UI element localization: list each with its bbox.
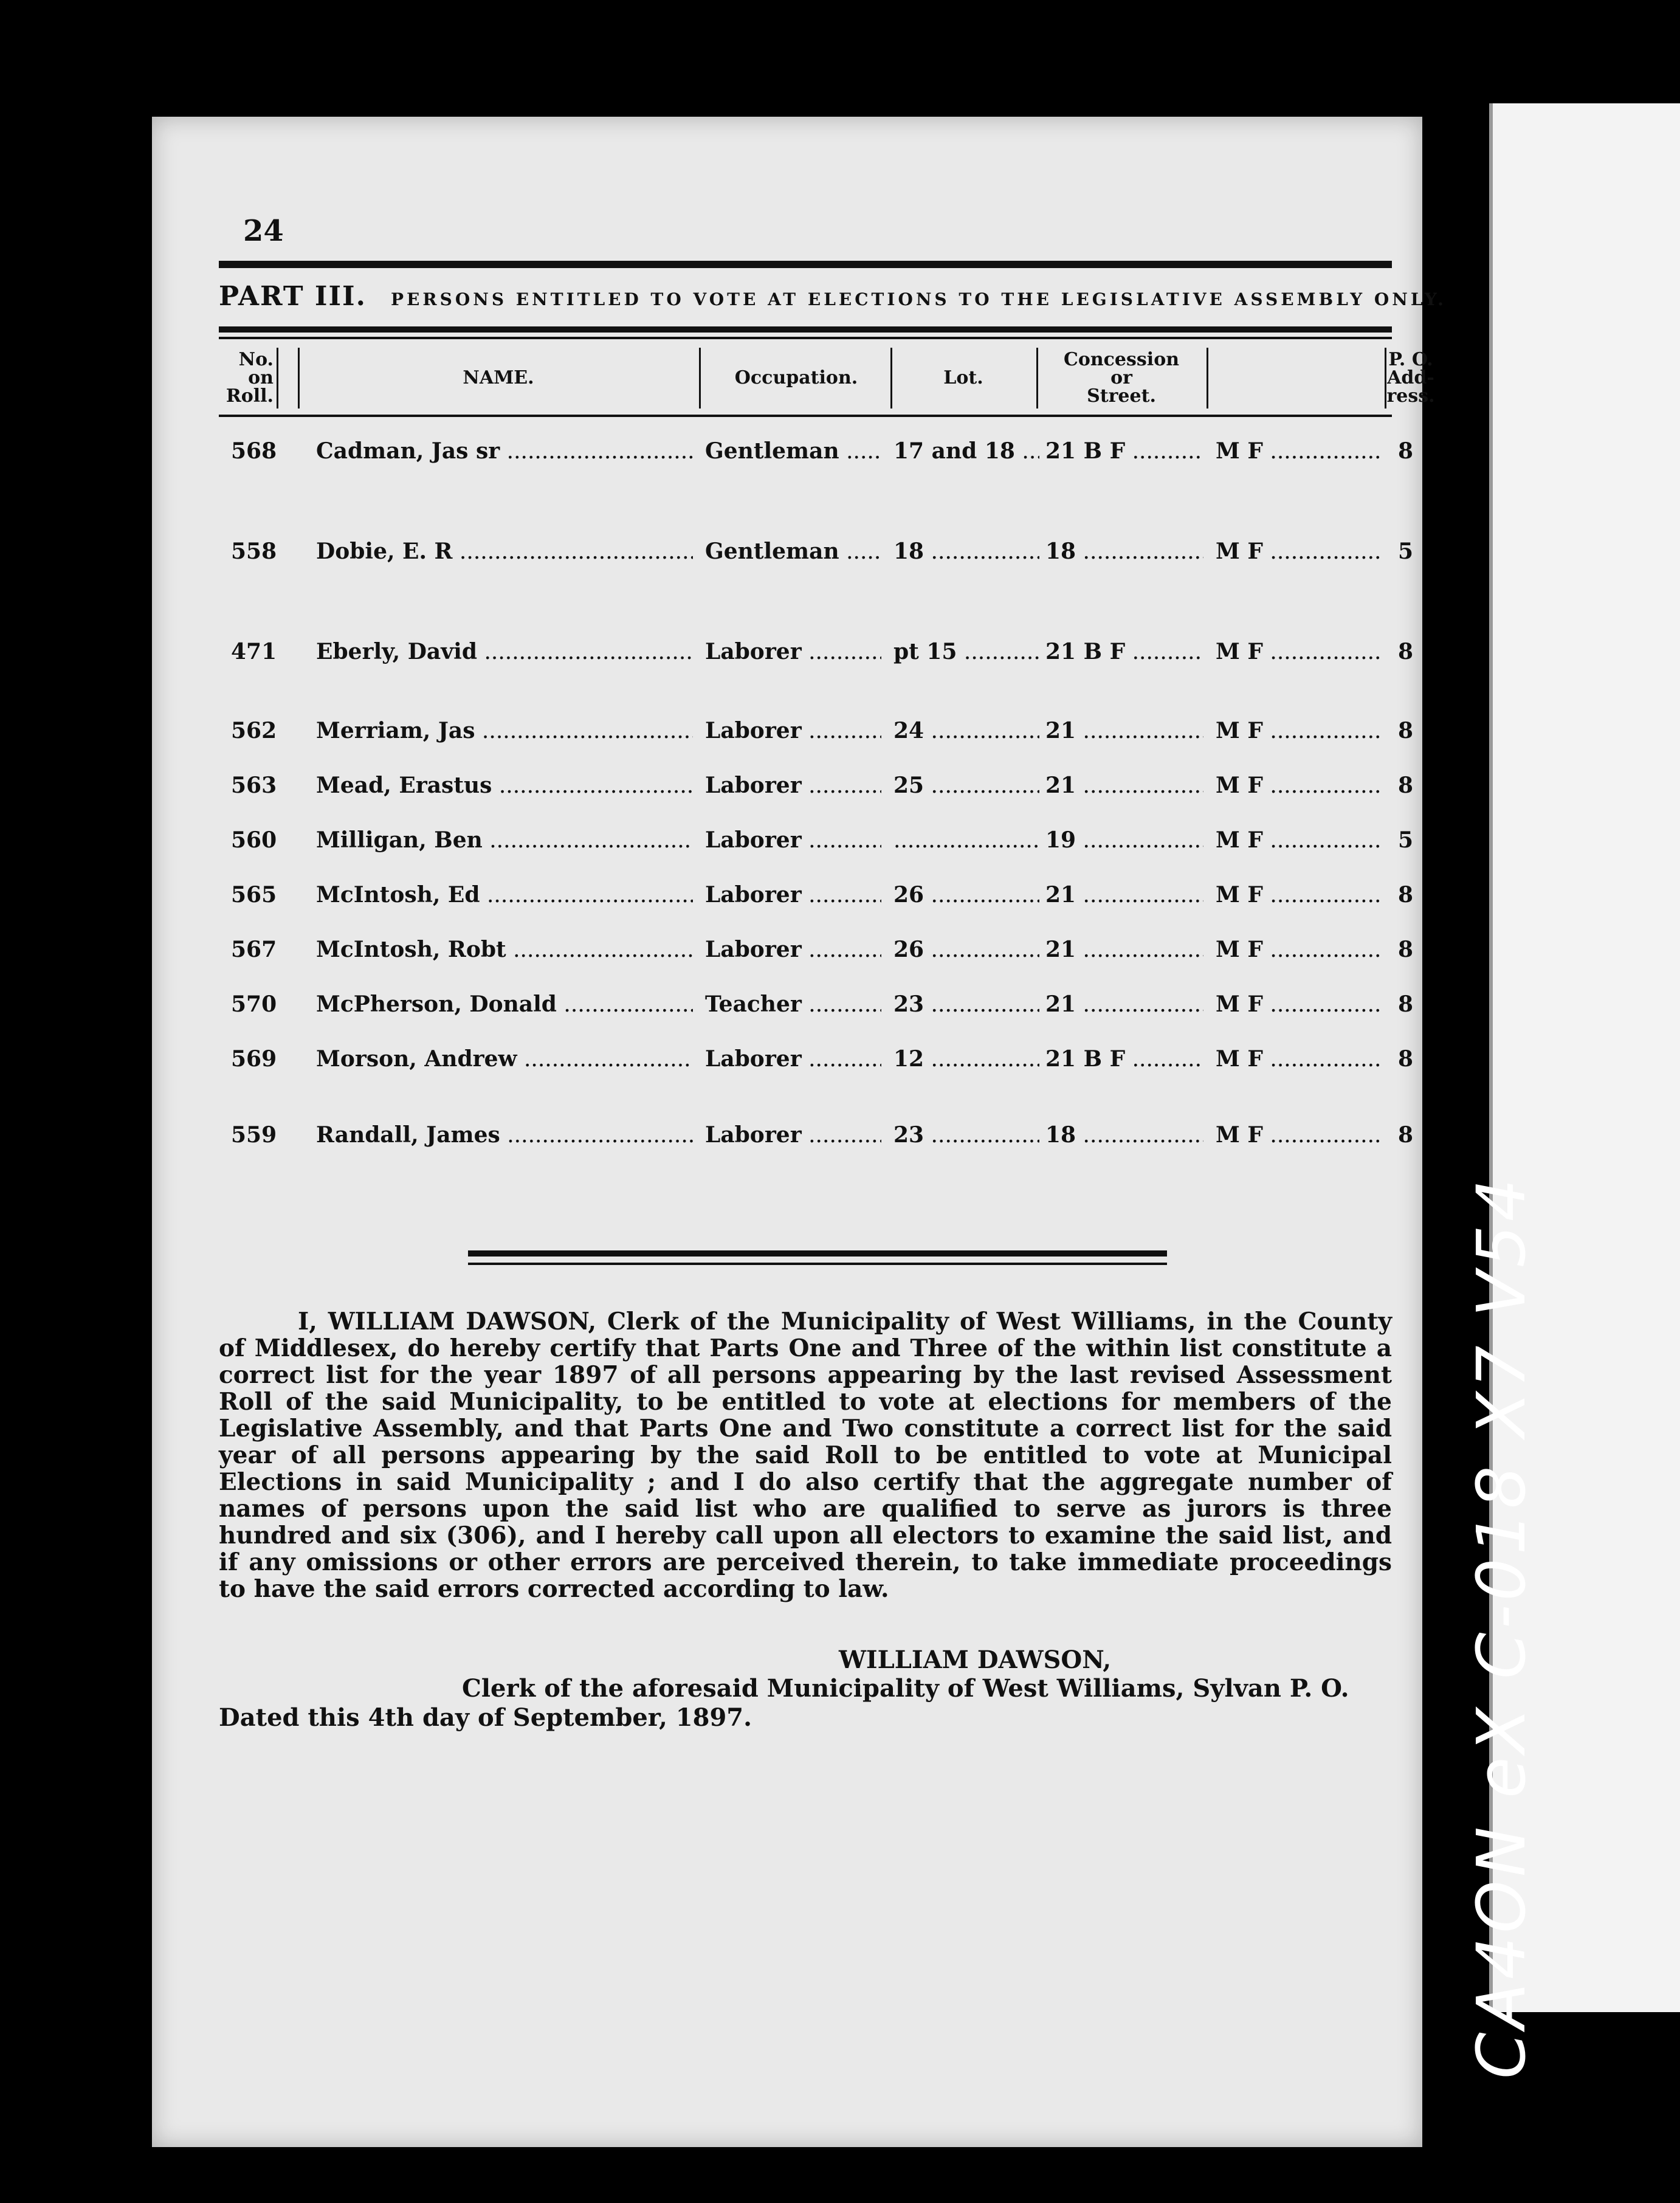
voter-concession: 21 .....: [1045, 931, 1203, 968]
voter-lot: 17 and 18 .....: [893, 433, 1039, 470]
col-header-no-line1: No.: [238, 349, 274, 370]
voter-concession: 21 .....: [1045, 986, 1203, 1023]
col-header-no-line2: on: [248, 367, 274, 388]
voter-mf: M F .....: [1216, 1117, 1380, 1154]
table-row: [219, 712, 1413, 749]
voter-po-address: 8: [1397, 991, 1413, 1017]
roll-number: 558: [231, 539, 277, 564]
voter-name: McPherson, Donald .....: [316, 986, 693, 1023]
voter-po-address: 8: [1397, 718, 1413, 743]
col-header-lot: Lot.: [943, 367, 983, 388]
voter-po-address: 8: [1397, 882, 1413, 908]
roll-number: 563: [231, 773, 277, 798]
roll-number: 568: [231, 438, 277, 464]
document-page: [152, 117, 1447, 2147]
voter-mf: M F .....: [1216, 1041, 1380, 1078]
voter-occupation: Laborer .....: [705, 931, 881, 968]
voter-concession: 21 B F .....: [1045, 433, 1203, 470]
roll-number: 471: [231, 639, 277, 664]
part-label: PART III.: [219, 281, 367, 312]
voter-mf: M F .....: [1216, 931, 1380, 968]
voter-lot: 23 .....: [893, 986, 1039, 1023]
voter-name: Morson, Andrew .....: [316, 1041, 693, 1078]
voter-mf: M F .....: [1216, 433, 1380, 470]
part-header: [219, 281, 1447, 317]
roll-number: 570: [231, 991, 277, 1017]
roll-number: 569: [231, 1046, 277, 1072]
col-header-po-line3: ress.: [1386, 385, 1435, 407]
col-header-concession: [1042, 348, 1200, 409]
archive-annotation: CA4ON eX C-018 X7 V54: [1462, 1175, 1540, 2079]
voter-po-address: 8: [1397, 639, 1413, 664]
voter-lot: 25 .....: [893, 767, 1039, 804]
col-header-po-line2: Add-: [1387, 367, 1434, 388]
col-header-po: [1387, 348, 1434, 409]
column-headers: [219, 348, 1435, 409]
voter-po-address: 8: [1397, 1046, 1413, 1072]
table-row: [219, 633, 1413, 670]
voter-concession: 19 .....: [1045, 822, 1203, 859]
voter-occupation: Teacher .....: [705, 986, 881, 1023]
column-header-rule: [219, 415, 1392, 417]
col-divider: [1036, 348, 1038, 409]
clerk-certificate: I, WILLIAM DAWSON, Clerk of the Municipality of West Williams, in the County of Middlesex, do hereby certify that Parts One and Three of the within list constitute a correct list for the year 1897 of all persons appearing by the last revised Assessment Roll of the said Municipality, to be entitled to vote at elections for members of the Legislative Assembly, and that Parts One and Two constitute a correct list for the said year of all persons appearing by the said Roll to be entitled to vote at Municipal Elections in said Municipality ; and I do also certify that the aggregate number of names of persons upon the said list who are qualified to serve as jurors is three hundred and six (306), and I hereby call upon all electors to examine the said list, and if any omissions or other errors are perceived therein, to take immediate proceedings to have the said errors corrected according to law.: [219, 1308, 1392, 1603]
voter-occupation: Laborer .....: [705, 877, 881, 914]
col-header-concession-line1: Concession: [1063, 349, 1180, 370]
roll-number: 560: [231, 827, 277, 853]
voter-name: Merriam, Jas .....: [316, 712, 693, 750]
voter-name: Randall, James .....: [316, 1117, 693, 1154]
table-row: [219, 1117, 1413, 1153]
voter-occupation: Laborer .....: [705, 1041, 881, 1078]
voter-mf: M F .....: [1216, 822, 1380, 859]
voter-concession: 18 .....: [1045, 533, 1203, 570]
col-divider: [699, 348, 701, 409]
col-header-occupation: Occupation.: [734, 367, 858, 388]
col-header-no-line3: Roll.: [225, 385, 274, 407]
clerk-title: Clerk of the aforesaid Municipality of West Williams, Sylvan P. O.: [462, 1674, 1349, 1703]
table-row: [219, 533, 1413, 570]
table-row: [219, 822, 1413, 858]
table-row: [219, 931, 1413, 968]
separator-rule-thin: [468, 1263, 1167, 1265]
table-row: [219, 433, 1413, 469]
voter-concession: 21 B F .....: [1045, 633, 1203, 671]
col-divider: [298, 348, 300, 409]
voter-name: Eberly, David .....: [316, 633, 693, 671]
page-number: 24: [243, 214, 284, 248]
voter-occupation: Gentleman .....: [705, 433, 881, 470]
voter-occupation: Laborer .....: [705, 1117, 881, 1154]
voter-po-address: 5: [1397, 827, 1413, 853]
col-divider: [1207, 348, 1208, 409]
voter-lot: 23 .....: [893, 1117, 1039, 1154]
voter-name: Milligan, Ben .....: [316, 822, 693, 859]
col-header-po-line1: P. O.: [1388, 349, 1433, 370]
voter-lot: 24 .....: [893, 712, 1039, 750]
part-title: PERSONS ENTITLED TO VOTE AT ELECTIONS TO THE LEGISLATIVE ASSEMBLY ONLY.: [390, 289, 1447, 309]
voter-concession: 18 .....: [1045, 1117, 1203, 1154]
roll-number: 559: [231, 1122, 277, 1148]
voter-occupation: Gentleman .....: [705, 533, 881, 570]
separator-rule-thick: [468, 1250, 1167, 1257]
voter-mf: M F .....: [1216, 877, 1380, 914]
voter-mf: M F .....: [1216, 533, 1380, 570]
voter-lot: [893, 822, 1039, 859]
voter-occupation: Laborer .....: [705, 822, 881, 859]
table-row: [219, 877, 1413, 913]
voter-list: [219, 433, 1413, 1345]
col-header-concession-line3: Street.: [1087, 385, 1156, 407]
table-row: [219, 1041, 1413, 1077]
roll-number: 565: [231, 882, 277, 908]
voter-occupation: Laborer .....: [705, 712, 881, 750]
col-divider: [890, 348, 892, 409]
voter-name: Mead, Erastus .....: [316, 767, 693, 804]
voter-lot: 26 .....: [893, 877, 1039, 914]
voter-po-address: 8: [1397, 773, 1413, 798]
date-line: Dated this 4th day of September, 1897.: [219, 1703, 752, 1732]
col-divider: [277, 348, 278, 409]
voter-concession: 21 B F .....: [1045, 1041, 1203, 1078]
voter-po-address: 8: [1397, 937, 1413, 962]
voter-po-address: 8: [1397, 438, 1413, 464]
table-row: [219, 986, 1413, 1022]
voter-po-address: 5: [1397, 539, 1413, 564]
voter-po-address: 8: [1397, 1122, 1413, 1148]
voter-lot: 18 .....: [893, 533, 1039, 570]
voter-mf: M F .....: [1216, 633, 1380, 671]
voter-name: McIntosh, Ed .....: [316, 877, 693, 914]
roll-number: 562: [231, 718, 277, 743]
voter-occupation: Laborer .....: [705, 767, 881, 804]
voter-concession: 21 .....: [1045, 712, 1203, 750]
voter-mf: M F .....: [1216, 986, 1380, 1023]
voter-concession: 21 .....: [1045, 767, 1203, 804]
header-rule-thin: [219, 337, 1392, 339]
voter-lot: pt 15 .....: [893, 633, 1039, 671]
voter-lot: 26 .....: [893, 931, 1039, 968]
voter-concession: 21 .....: [1045, 877, 1203, 914]
top-rule: [219, 261, 1392, 268]
voter-mf: M F .....: [1216, 767, 1380, 804]
roll-number: 567: [231, 937, 277, 962]
voter-name: Cadman, Jas sr .....: [316, 433, 693, 470]
voter-occupation: Laborer .....: [705, 633, 881, 671]
voter-mf: M F .....: [1216, 712, 1380, 750]
voter-name: Dobie, E. R .....: [316, 533, 693, 570]
voter-lot: 12 .....: [893, 1041, 1039, 1078]
voter-name: McIntosh, Robt .....: [316, 931, 693, 968]
table-row: [219, 767, 1413, 804]
col-header-concession-line2: or: [1110, 367, 1132, 388]
clerk-signature: WILLIAM DAWSON,: [839, 1646, 1112, 1674]
header-rule-thick: [219, 326, 1392, 333]
col-header-no: [219, 348, 274, 409]
col-header-name: NAME.: [463, 367, 534, 388]
